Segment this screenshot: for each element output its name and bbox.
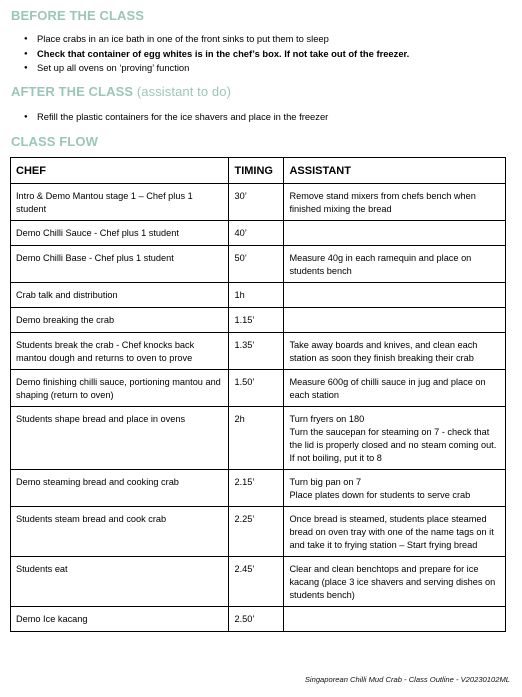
timing-cell: 40’ bbox=[229, 221, 284, 246]
table-row bbox=[11, 407, 506, 470]
chef-cell: Demo steaming bread and cooking crab bbox=[11, 470, 229, 507]
assistant-cell bbox=[284, 507, 506, 557]
timing-cell: 2.15’ bbox=[229, 470, 284, 507]
before-class-list bbox=[24, 32, 409, 76]
assistant-task: Measure 600g of chilli sauce in jug and place on each station bbox=[289, 377, 486, 400]
table-row bbox=[11, 283, 506, 308]
table-row bbox=[11, 370, 506, 407]
assistant-cell bbox=[284, 607, 506, 632]
chef-cell: Students eat bbox=[11, 557, 229, 607]
column-header-timing: TIMING bbox=[229, 158, 284, 184]
assistant-task: Remove stand mixers from chefs bench when finished mixing the bread bbox=[289, 191, 476, 214]
timing-cell: 1.35’ bbox=[229, 333, 284, 370]
chef-cell: Students shape bread and place in ovens bbox=[11, 407, 229, 470]
assistant-cell bbox=[284, 470, 506, 507]
chef-cell: Demo breaking the crab bbox=[11, 308, 229, 333]
assistant-cell bbox=[284, 246, 506, 283]
chef-cell: Students steam bread and cook crab bbox=[11, 507, 229, 557]
after-class-title: AFTER THE CLASS bbox=[11, 84, 134, 99]
chef-cell: Intro & Demo Mantou stage 1 – Chef plus 1 student bbox=[11, 184, 229, 221]
timing-cell: 50’ bbox=[229, 246, 284, 283]
assistant-cell bbox=[284, 557, 506, 607]
chef-cell: Demo Chilli Base - Chef plus 1 student bbox=[11, 246, 229, 283]
assistant-task: Once bread is steamed, students place steamed bread on oven tray with one of the name tags on it and take it to frying station – Start frying bread bbox=[289, 514, 494, 550]
timing-cell: 2h bbox=[229, 407, 284, 470]
timing-cell: 30’ bbox=[229, 184, 284, 221]
assistant-task: Turn big pan on 7 bbox=[289, 477, 362, 487]
table-row bbox=[11, 184, 506, 221]
assistant-cell bbox=[284, 184, 506, 221]
column-header-assistant: ASSISTANT bbox=[284, 158, 506, 184]
assistant-cell bbox=[284, 221, 506, 246]
after-class-subtitle: (assistant to do) bbox=[133, 84, 232, 99]
table-row bbox=[11, 333, 506, 370]
assistant-task: Clear and clean benchtops and prepare for ice kacang (place 3 ice shavers and serving dishes on students bench) bbox=[289, 564, 496, 600]
assistant-cell bbox=[284, 370, 506, 407]
after-class-heading bbox=[11, 84, 231, 99]
timing-cell: 1.50’ bbox=[229, 370, 284, 407]
class-flow-heading: CLASS FLOW bbox=[11, 134, 98, 149]
assistant-cell bbox=[284, 407, 506, 470]
chef-cell: Demo Ice kacang bbox=[11, 607, 229, 632]
table-row bbox=[11, 557, 506, 607]
chef-cell: Students break the crab - Chef knocks back mantou dough and returns to oven to prove bbox=[11, 333, 229, 370]
timing-cell: 1.15’ bbox=[229, 308, 284, 333]
class-flow-table bbox=[10, 157, 506, 632]
chef-cell: Demo Chilli Sauce - Chef plus 1 student bbox=[11, 221, 229, 246]
timing-cell: 2.45’ bbox=[229, 557, 284, 607]
table-row bbox=[11, 470, 506, 507]
document-footer: Singaporean Chilli Mud Crab - Class Outline - V20230102ML bbox=[304, 675, 510, 684]
before-class-item: ● Check that container of egg whites is in the chef’s box. If not take out of the freezer. bbox=[24, 47, 409, 62]
assistant-task: Place plates down for students to serve crab bbox=[289, 490, 471, 500]
chef-cell: Crab talk and distribution bbox=[11, 283, 229, 308]
timing-cell: 1h bbox=[229, 283, 284, 308]
table-header-row bbox=[11, 158, 506, 184]
assistant-cell bbox=[284, 308, 506, 333]
assistant-cell bbox=[284, 333, 506, 370]
table-row bbox=[11, 507, 506, 557]
timing-cell: 2.50’ bbox=[229, 607, 284, 632]
chef-cell: Demo finishing chilli sauce, portioning mantou and shaping (return to oven) bbox=[11, 370, 229, 407]
timing-cell: 2.25’ bbox=[229, 507, 284, 557]
before-class-item: ● Place crabs in an ice bath in one of the front sinks to put them to sleep bbox=[24, 32, 409, 47]
table-row bbox=[11, 308, 506, 333]
before-class-item: ● Set up all ovens on ‘proving’ function bbox=[24, 61, 409, 76]
assistant-task: Turn the saucepan for steaming on 7 - check that the lid is properly closed and no steam coming out. If not boiling, put it to 8 bbox=[289, 427, 497, 463]
assistant-task: Take away boards and knives, and clean each station as soon they finish breaking their crab bbox=[289, 340, 478, 363]
after-class-list bbox=[24, 110, 328, 125]
assistant-cell bbox=[284, 283, 506, 308]
assistant-task: Turn fryers on 180 bbox=[289, 414, 365, 424]
table-row bbox=[11, 246, 506, 283]
table-row bbox=[11, 607, 506, 632]
after-class-item: ● Refill the plastic containers for the ice shavers and place in the freezer bbox=[24, 110, 328, 125]
assistant-task: Measure 40g in each ramequin and place on students bench bbox=[289, 253, 472, 276]
table-row bbox=[11, 221, 506, 246]
column-header-chef: CHEF bbox=[11, 158, 229, 184]
before-class-heading: BEFORE THE CLASS bbox=[11, 8, 145, 23]
